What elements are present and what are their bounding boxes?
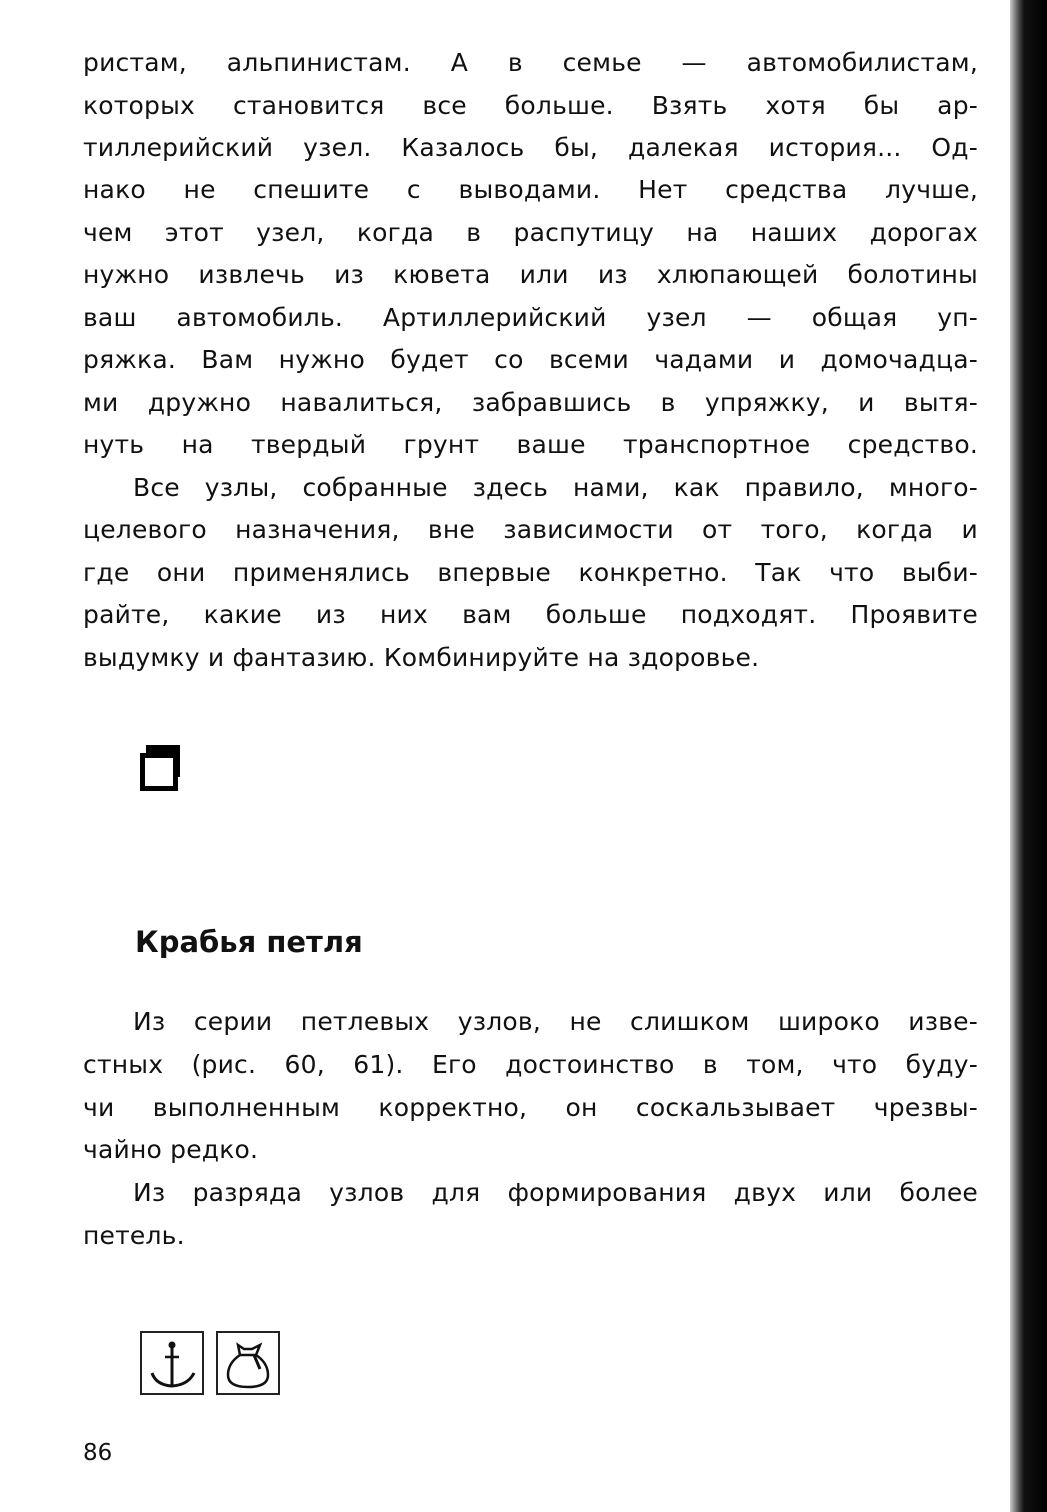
text-line: Из серии петлевых узлов, не слишком широко изве- [133, 1007, 978, 1036]
text-line: Все узлы, собранные здесь нами, как правило, много- [133, 473, 978, 502]
text-line: чи выполненным корректно, он соскальзывает чрезвы- [83, 1093, 978, 1122]
text-line: Из разряда узлов для формирования двух или более [133, 1178, 978, 1207]
bag-icon [216, 1331, 280, 1395]
text-line: которых становится все больше. Взять хотя бы ар- [83, 91, 978, 120]
page-edge-shadow [1010, 0, 1047, 1512]
text-line: чем этот узел, когда в распутицу на наших дорогах [83, 218, 978, 247]
text-line: стных (рис. 60, 61). Его достоинство в том, что буду- [83, 1050, 978, 1079]
text-line: ристам, альпинистам. А в семье — автомобилистам, [83, 48, 978, 77]
text-line: ми дружно навалиться, забравшись в упряжку, и вытя- [83, 388, 978, 417]
text-line: ваш автомобиль. Артиллерийский узел — общая уп- [83, 303, 978, 332]
text-line: выдумку и фантазию. Комбинируйте на здоровье. [83, 643, 760, 672]
text-line: петель. [83, 1221, 185, 1250]
section-heading: Крабья петля [135, 925, 363, 959]
text-line: целевого назначения, вне зависимости от того, когда и [83, 515, 978, 544]
text-line: нуть на твердый грунт ваше транспортное средство. [83, 430, 978, 459]
section-marker-icon [140, 745, 182, 785]
text-line: тиллерийский узел. Казалось бы, далекая история... Од- [83, 133, 978, 162]
text-line: где они применялись впервые конкретно. Так что выби- [83, 558, 978, 587]
anchor-icon [140, 1331, 204, 1395]
text-line: нужно извлечь из кювета или из хлюпающей болотины [83, 260, 978, 289]
text-line: чайно редко. [83, 1135, 259, 1164]
text-line: райте, какие из них вам больше подходят. Проявите [83, 600, 978, 629]
text-line: нако не спешите с выводами. Нет средства лучше, [83, 175, 978, 204]
text-line: ряжка. Вам нужно будет со всеми чадами и домочадца- [83, 345, 978, 374]
page-number: 86 [83, 1440, 113, 1466]
